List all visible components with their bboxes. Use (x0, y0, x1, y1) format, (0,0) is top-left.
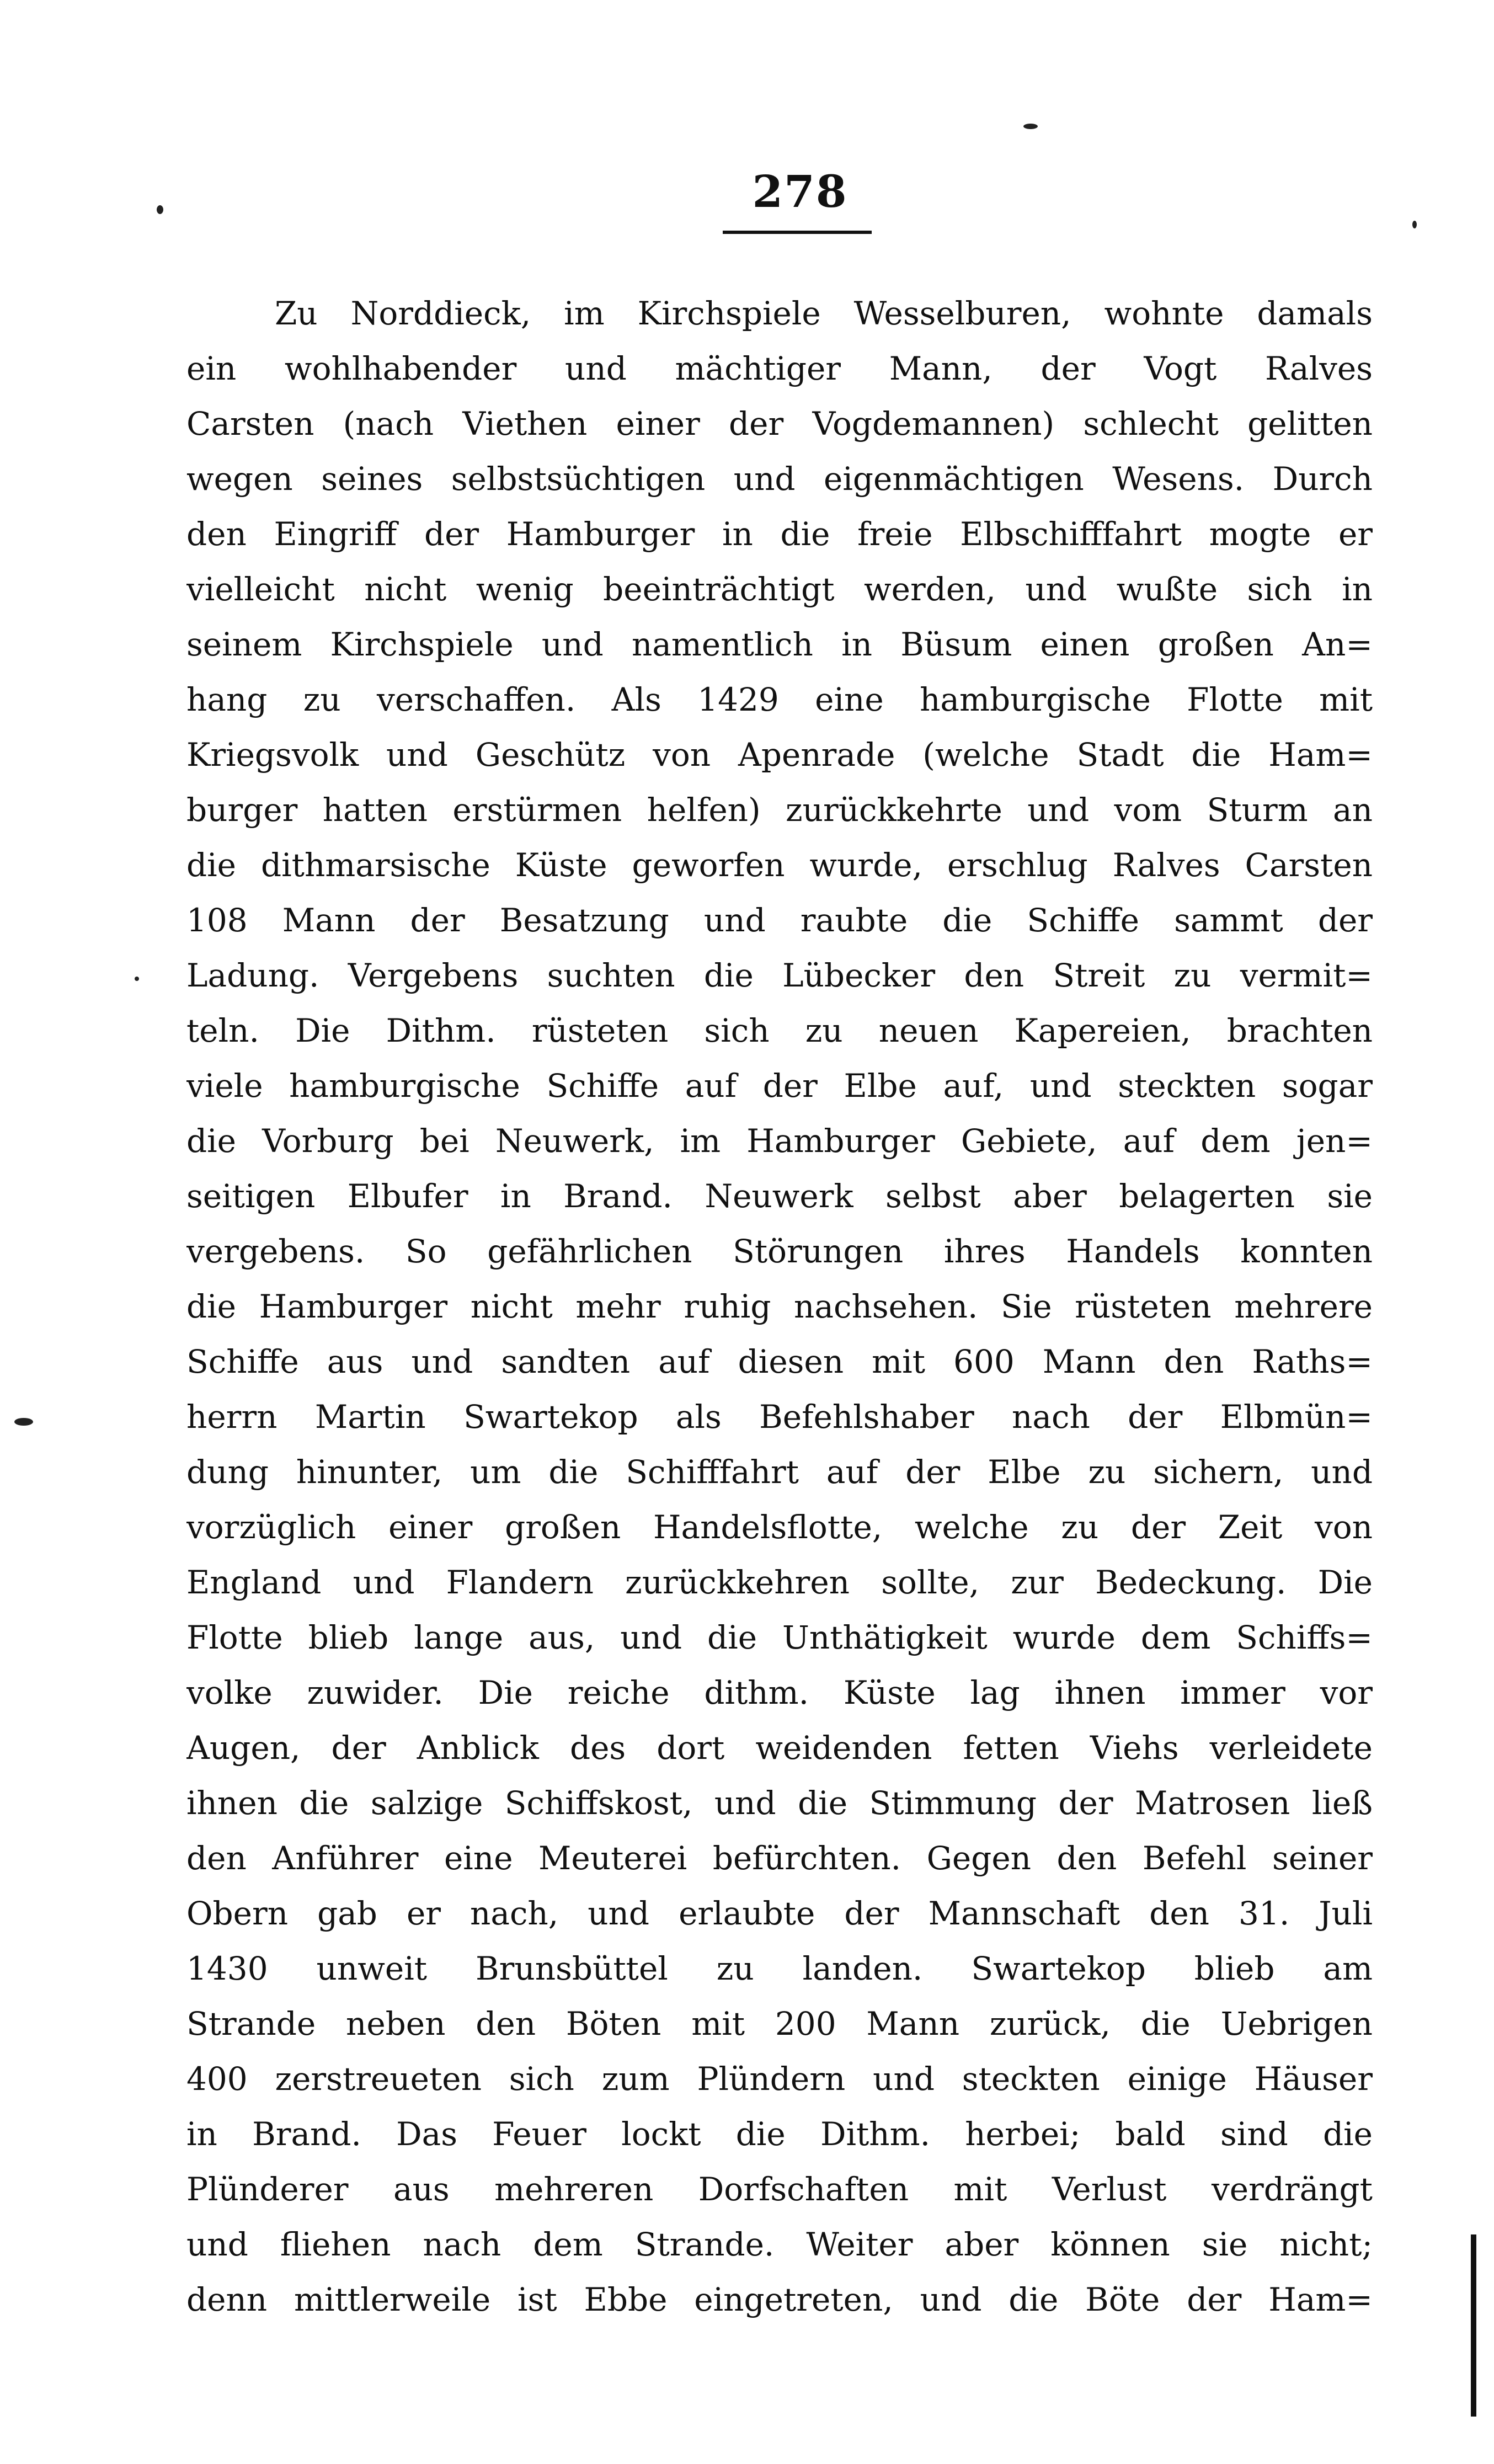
page-number: 278 (752, 166, 848, 217)
text-line: ihnen die salzige Schiffskost, und die Stimmung der Matrosen ließ (186, 1784, 1373, 1822)
text-line: vergebens. So gefährlichen Störungen ihres Handels konnten (186, 1233, 1373, 1270)
text-line: Kriegsvolk und Geschütz von Apenrade (welche Stadt die Ham= (186, 736, 1373, 774)
text-line: Augen, der Anblick des dort weidenden fetten Viehs verleidete (186, 1729, 1373, 1767)
text-line: burger hatten erstürmen helfen) zurückkehrte und vom Sturm an (186, 791, 1373, 829)
text-line: die Vorburg bei Neuwerk, im Hamburger Gebiete, auf dem jen= (186, 1122, 1373, 1160)
page-number-rule (723, 231, 872, 234)
ink-speck (14, 1418, 33, 1426)
text-line: und fliehen nach dem Strande. Weiter aber können sie nicht; (186, 2226, 1373, 2263)
ink-speck (135, 977, 139, 981)
text-line: Carsten (nach Viethen einer der Vogdemannen) schlecht gelitten (186, 405, 1373, 442)
text-line: herrn Martin Swartekop als Befehlshaber nach der Elbmün= (186, 1398, 1373, 1436)
text-line: ein wohlhabender und mächtiger Mann, der Vogt Ralves (186, 350, 1373, 387)
ink-speck (1412, 221, 1417, 228)
text-line: den Eingriff der Hamburger in die freie Elbschifffahrt mogte er (186, 515, 1373, 553)
text-line: viele hamburgische Schiffe auf der Elbe auf, und steckten sogar (186, 1067, 1373, 1105)
text-line: seitigen Elbufer in Brand. Neuwerk selbst aber belagerten sie (186, 1177, 1373, 1215)
text-line: Schiffe aus und sandten auf diesen mit 600 Mann den Raths= (186, 1343, 1373, 1380)
text-line: 108 Mann der Besatzung und raubte die Schiffe sammt der (186, 902, 1373, 939)
text-line: denn mittlerweile ist Ebbe eingetreten, und die Böte der Ham= (186, 2281, 1373, 2318)
text-line: Ladung. Vergebens suchten die Lübecker den Streit zu vermit= (186, 957, 1373, 994)
ink-speck (1023, 124, 1038, 129)
text-line: wegen seines selbstsüchtigen und eigenmächtigen Wesens. Durch (186, 460, 1373, 498)
text-line: Strande neben den Böten mit 200 Mann zurück, die Uebrigen (186, 2005, 1373, 2042)
margin-mark (1471, 2234, 1476, 2417)
text-line: dung hinunter, um die Schifffahrt auf der Elbe zu sichern, und (186, 1453, 1373, 1491)
text-line: England und Flandern zurückkehren sollte, zur Bedeckung. Die (186, 1564, 1373, 1601)
text-line: volke zuwider. Die reiche dithm. Küste lag ihnen immer vor (186, 1674, 1373, 1711)
text-line: in Brand. Das Feuer lockt die Dithm. herbei; bald sind die (186, 2115, 1373, 2153)
text-line: Obern gab er nach, und erlaubte der Mannschaft den 31. Juli (186, 1895, 1373, 1932)
text-line: teln. Die Dithm. rüsteten sich zu neuen Kapereien, brachten (186, 1012, 1373, 1049)
text-line: Flotte blieb lange aus, und die Unthätigkeit wurde dem Schiffs= (186, 1619, 1373, 1656)
text-line: 1430 unweit Brunsbüttel zu landen. Swartekop blieb am (186, 1950, 1373, 1987)
text-line: 400 zerstreueten sich zum Plündern und steckten einige Häuser (186, 2060, 1373, 2098)
text-line: die Hamburger nicht mehr ruhig nachsehen. Sie rüsteten mehrere (186, 1288, 1373, 1325)
text-line: den Anführer eine Meuterei befürchten. Gegen den Befehl seiner (186, 1839, 1373, 1877)
text-line: hang zu verschaffen. Als 1429 eine hamburgische Flotte mit (186, 681, 1373, 718)
ink-speck (157, 205, 163, 214)
body-text (186, 286, 1373, 2327)
text-line: Plünderer aus mehreren Dorfschaften mit Verlust verdrängt (186, 2170, 1373, 2208)
text-line: seinem Kirchspiele und namentlich in Büsum einen großen An= (186, 626, 1373, 663)
text-line: vielleicht nicht wenig beeinträchtigt werden, und wußte sich in (186, 570, 1373, 608)
text-line: vorzüglich einer großen Handelsflotte, welche zu der Zeit von (186, 1508, 1373, 1546)
text-line: die dithmarsische Küste geworfen wurde, erschlug Ralves Carsten (186, 846, 1373, 884)
text-line: Zu Norddieck, im Kirchspiele Wesselburen, wohnte damals (275, 295, 1373, 332)
